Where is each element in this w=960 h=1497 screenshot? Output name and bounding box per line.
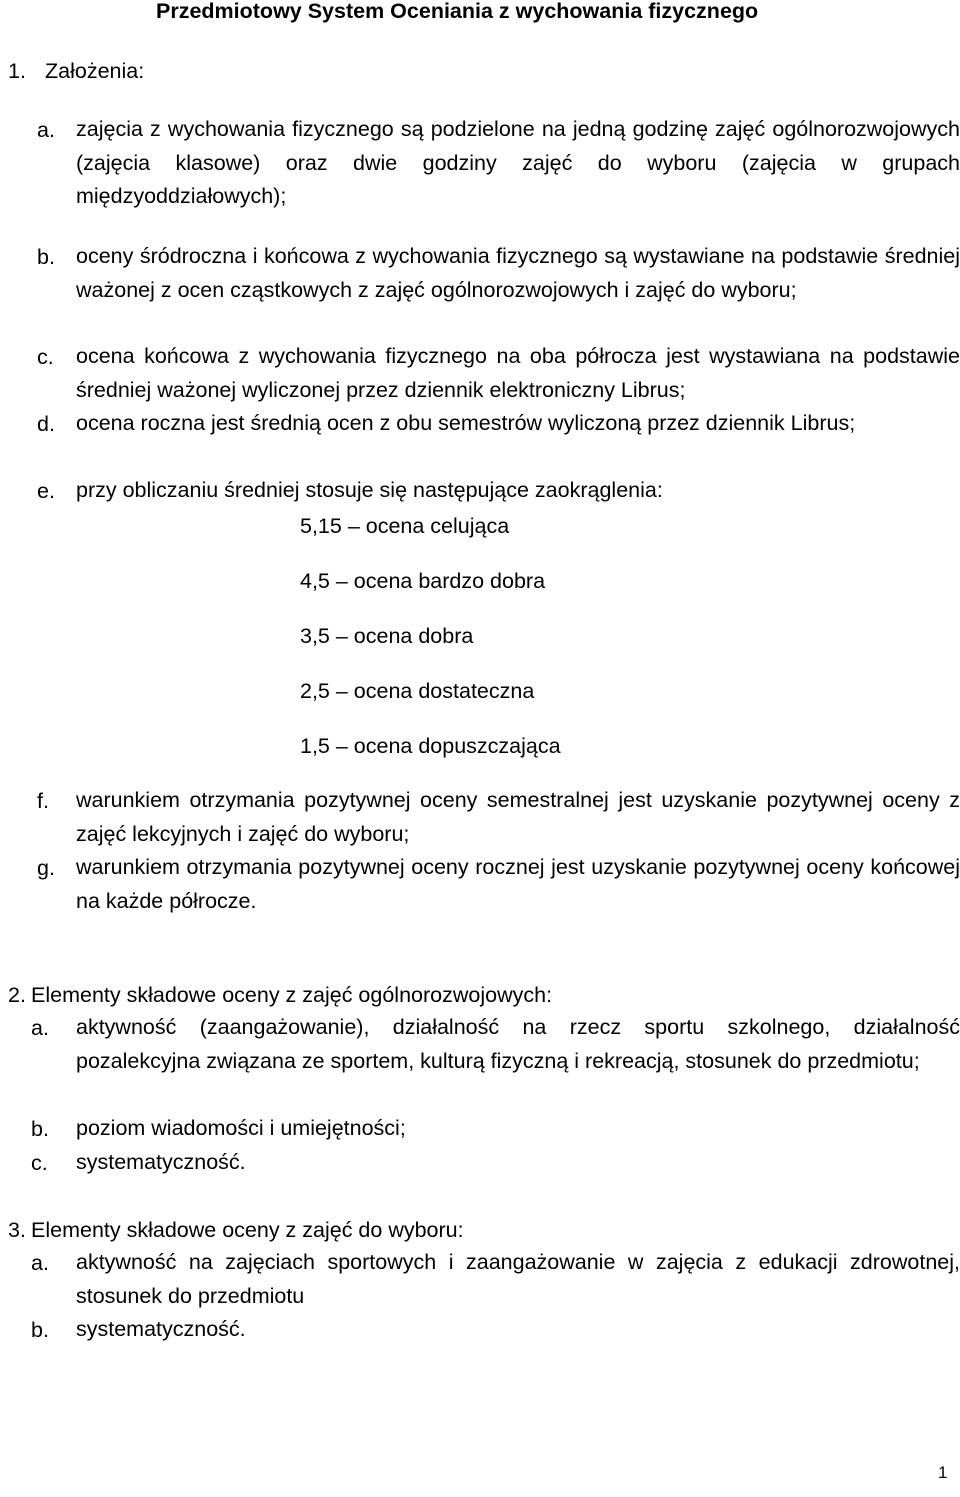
list-item-marker: e. [37, 479, 55, 503]
section-2-number: 2. [8, 983, 26, 1007]
rounding-rule: 3,5 – ocena dobra [300, 624, 474, 648]
list-item-text: zajęcia z wychowania fizycznego są podzielone na jedną godzinę zajęć ogólnorozwojowych (zajęcia klasowe) oraz dwie godziny zajęć do wyboru (zajęcia w grupach międzyoddziałowych); [76, 117, 960, 208]
list-item-text: warunkiem otrzymania pozytywnej oceny rocznej jest uzyskanie pozytywnej oceny końcowej na każde półrocze. [76, 855, 960, 913]
rounding-rule: 2,5 – ocena dostateczna [300, 679, 535, 703]
list-item-marker: d. [37, 412, 55, 436]
list-item-marker: a. [31, 1016, 49, 1040]
list-item-text: warunkiem otrzymania pozytywnej oceny semestralnej jest uzyskanie pozytywnej oceny z zajęć lekcyjnych i zajęć do wyboru; [76, 788, 960, 846]
list-item-marker: g. [37, 856, 55, 880]
list-item-text: przy obliczaniu średniej stosuje się następujące zaokrąglenia: [76, 478, 663, 502]
list-item-text: oceny śródroczna i końcowa z wychowania fizycznego są wystawiane na podstawie średniej ważonej z ocen cząstkowych z zajęć ogólnorozwojowych i zajęć do wyboru; [76, 244, 960, 302]
section-2-heading: Elementy składowe oceny z zajęć ogólnorozwojowych: [31, 983, 553, 1007]
page-number: 1 [938, 1463, 948, 1482]
section-1-heading: Założenia: [45, 59, 145, 83]
section-3-number: 3. [8, 1218, 26, 1242]
section-3-heading: Elementy składowe oceny z zajęć do wyboru: [31, 1218, 464, 1242]
list-item-marker: c. [37, 345, 54, 369]
list-item-marker: f. [37, 789, 49, 813]
section-1-number: 1. [8, 59, 26, 83]
list-item-marker: b. [31, 1318, 49, 1342]
list-item-text: systematyczność. [76, 1317, 246, 1341]
list-item-marker: a. [37, 118, 55, 142]
list-item-text: aktywność (zaangażowanie), działalność na rzecz sportu szkolnego, działalność pozalekcyjna związana ze sportem, kulturą fizyczną i rekreacją, stosunek do przedmiotu; [76, 1015, 960, 1073]
list-item-text: aktywność na zajęciach sportowych i zaangażowanie w zajęcia z edukacji zdrowotnej, stosunek do przedmiotu [76, 1250, 960, 1308]
rounding-rule: 1,5 – ocena dopuszczająca [300, 734, 561, 758]
list-item-text: ocena roczna jest średnią ocen z obu semestrów wyliczoną przez dziennik Librus; [76, 411, 856, 435]
rounding-rule: 5,15 – ocena celująca [300, 514, 510, 538]
list-item-marker: b. [37, 245, 55, 269]
list-item-text: ocena końcowa z wychowania fizycznego na oba półrocza jest wystawiana na podstawie średniej ważonej wyliczonej przez dziennik elektroniczny Librus; [76, 344, 960, 402]
rounding-rule: 4,5 – ocena bardzo dobra [300, 569, 546, 593]
list-item-text: systematyczność. [76, 1150, 246, 1174]
list-item-marker: c. [31, 1151, 48, 1175]
document-title: Przedmiotowy System Oceniania z wychowania fizycznego [156, 0, 759, 23]
list-item-text: poziom wiadomości i umiejętności; [76, 1116, 406, 1140]
list-item-marker: b. [31, 1117, 49, 1141]
list-item-marker: a. [31, 1251, 49, 1275]
